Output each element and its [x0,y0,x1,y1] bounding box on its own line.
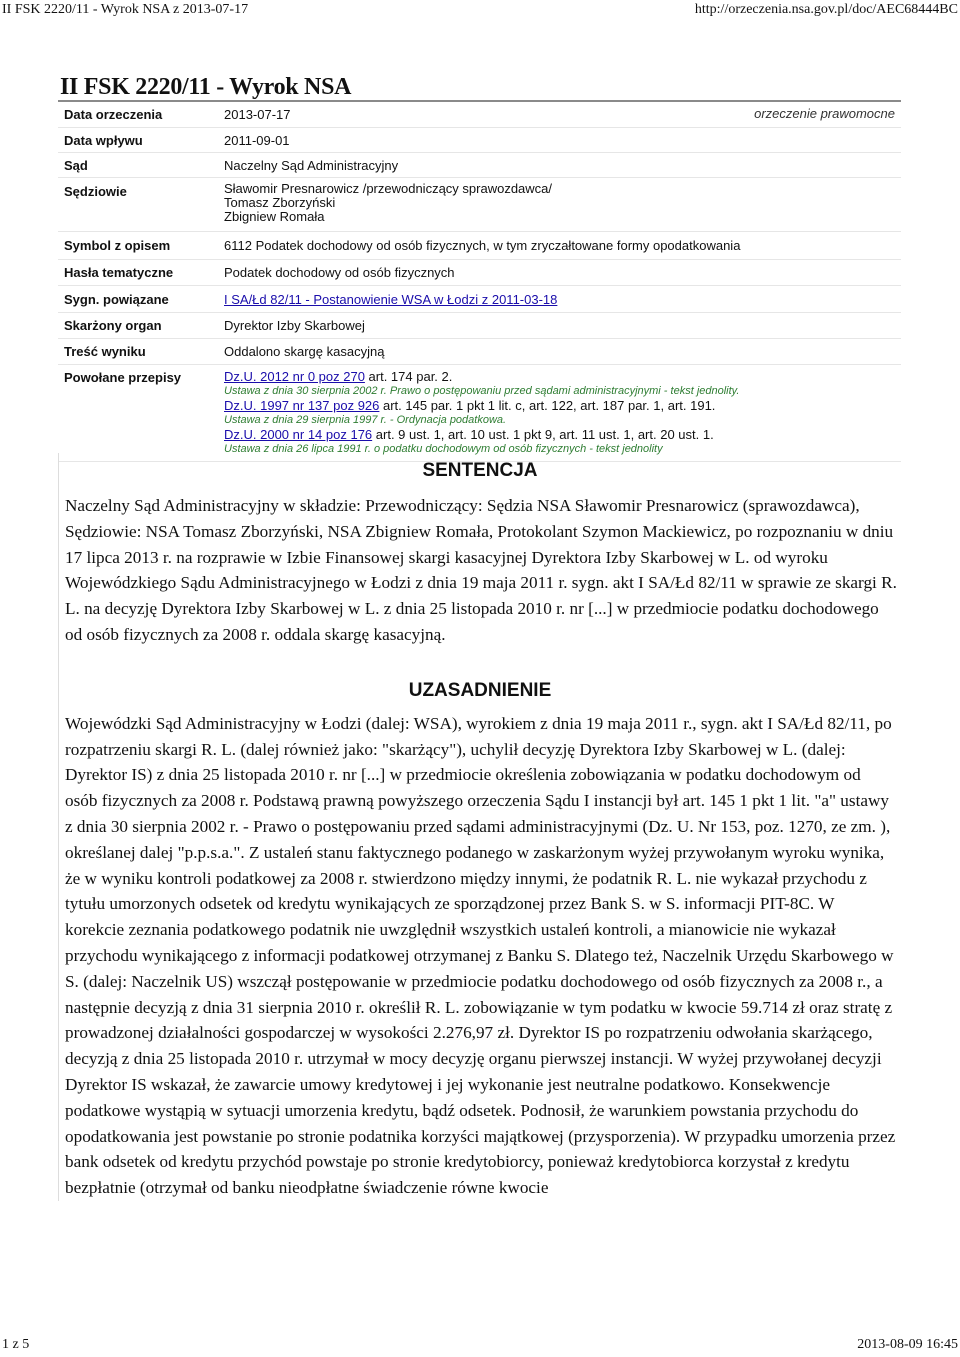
meta-label: Treść wyniku [64,344,146,359]
regulation-article: art. 174 par. 2. [364,369,453,384]
regulation-link[interactable]: Dz.U. 2012 nr 0 poz 270 [224,369,365,384]
regulation-article: art. 9 ust. 1, art. 10 ust. 1 pkt 9, art. 11 ust. 1, art. 20 ust. 1. [372,427,714,442]
meta-label: Symbol z opisem [64,238,171,253]
meta-row-data-orzeczenia [58,102,901,128]
judgment-body [58,453,901,1201]
meta-value-sedziowie [224,182,901,231]
section-spacer [58,648,901,673]
uzasadnienie-section [58,673,901,1201]
meta-label: Powołane przepisy [64,370,182,385]
judge-name: Sławomir Presnarowicz /przewodniczący sprawozdawca/ [224,181,553,196]
related-case-link[interactable]: I SA/Łd 82/11 - Postanowienie WSA w Łodzi z 2011-03-18 [224,291,558,307]
judge-name: Zbigniew Romała [224,209,325,224]
meta-row-sygn-powiazane [58,286,901,313]
sentencja-text: Naczelny Sąd Administracyjny w składzie: Przewodniczący: Sędzia NSA Sławomir Presnarowicz (sprawozdawca), Sędziowie: NSA Tomasz Zborzyński, NSA Zbigniew Romała, Protokolant Szymon Mackiewicz, po rozpoznaniu w dniu 17 lipca 2013 r. na rozprawie w Izbie Finansowej skargi kasacyjnej Dyrektora Izby Skarbowej w L. od wyroku Wojewódzkiego Sądu Administracyjnego w Łodzi z dnia 19 maja 2011 r. sygn. akt I SA/Łd 82/11 w sprawie ze skargi R. L. na decyzję Dyrektora Izby Skarbowej w L. z dnia 25 listopada 2010 r. nr [...] w przedmiocie podatku dochodowego od osób fizycznych za 2008 r. oddala skargę kasacyjną. [65,496,897,644]
meta-row-przepisy [58,365,901,462]
meta-row-data-wplywu [58,128,901,153]
meta-label: Sędziowie [64,184,127,199]
meta-value-cell [224,107,901,122]
metadata-table [58,102,901,462]
meta-row-tresc-wyniku [58,339,901,365]
regulation-line [224,427,901,442]
regulation-link[interactable]: Dz.U. 2000 nr 14 poz 176 [224,427,373,442]
meta-value-cell [224,292,901,307]
regulation-act-title: Ustawa z dnia 30 sierpnia 2002 r. Prawo o postępowaniu przed sądami administracyjnymi - tekst jednolity. [224,385,740,397]
meta-value-data-wplywu: 2011-09-01 [224,132,290,148]
sentencja-heading: SENTENCJA [422,460,538,481]
meta-label: Skarżony organ [64,318,162,333]
print-header [0,2,960,22]
regulation-act-title: Ustawa z dnia 26 lipca 1991 r. o podatku dochodowym od osób fizycznych - tekst jednolity [224,443,663,455]
judge-name: Tomasz Zborzyński [224,195,336,210]
regulation-line [224,369,901,384]
meta-label: Sąd [64,157,88,173]
meta-value-symbol: 6112 Podatek dochodowy od osób fizycznych, w tym zryczałtowane formy opodatkowania [224,238,741,253]
meta-value-sad: Naczelny Sąd Administracyjny [224,157,399,173]
print-datetime: 2013-08-09 16:45 [857,1337,958,1352]
uzasadnienie-heading: UZASADNIENIE [408,679,552,701]
meta-value-tresc-wyniku: Oddalono skargę kasacyjną [224,344,385,359]
meta-row-sad [58,153,901,178]
regulation-article: art. 145 par. 1 pkt 1 lit. c, art. 122, art. 187 par. 1, art. 191. [379,398,716,413]
print-header-url: http://orzeczenia.nsa.gov.pl/doc/AEC68444BC [694,2,958,17]
meta-row-sedziowie [58,178,901,232]
meta-label: Sygn. powiązane [64,291,169,307]
meta-row-skarzony-organ [58,313,901,339]
page-number: 1 z 5 [2,1337,30,1352]
regulation-act-title: Ustawa z dnia 29 sierpnia 1997 r. - Ordynacja podatkowa. [224,414,507,426]
meta-value-hasla: Podatek dochodowy od osób fizycznych [224,265,455,280]
meta-label: Data orzeczenia [64,107,163,122]
regulation-link[interactable]: Dz.U. 1997 nr 137 poz 926 [224,398,380,413]
sentencja-section [58,453,901,648]
meta-value-data-orzeczenia: 2013-07-17 [224,107,291,122]
meta-value-skarzony-organ: Dyrektor Izby Skarbowej [224,318,365,333]
meta-row-symbol [58,232,901,260]
meta-label: Data wpływu [64,132,143,148]
print-footer [0,1337,960,1357]
finality-status: orzeczenie prawomocne [754,106,895,121]
document-title: II FSK 2220/11 - Wyrok NSA [60,74,352,100]
print-header-title: II FSK 2220/11 - Wyrok NSA z 2013-07-17 [2,2,249,17]
meta-row-hasla [58,260,901,286]
meta-value-przepisy [224,369,901,461]
regulation-line [224,398,901,413]
meta-label: Hasła tematyczne [64,265,174,280]
uzasadnienie-text: Wojewódzki Sąd Administracyjny w Łodzi (dalej: WSA), wyrokiem z dnia 19 maja 2011 r., sygn. akt I SA/Łd 82/11, po rozpatrzeniu skargi R. L. (dalej również jako: "skarżący"), uchylił decyzję Dyrektora Izby Skarbowej w L. (dalej: Dyrektor IS) z dnia 25 listopada 2010 r. nr [...] w przedmiocie określenia zobowiązania w podatku dochodowym od osób fizycznych za 2008 r. Podstawą prawną powyższego orzeczenia Sądu I instancji był art. 145 1 pkt 1 lit. "a" ustawy z dnia 30 sierpnia 2002 r. - Prawo o postępowaniu przed sądami administracyjnymi (Dz. U. Nr 153, poz. 1270, ze zm. ), określanej dalej "p.p.s.a.". Z ustaleń stanu faktycznego podanego w zaskarżonym wyżej przywołanym wyroku wynika, że w wyniku kontroli podatkowej za 2008 r. stwierdzono między innymi, że podatnik R. L. nie wykazał przychodu z tytułu umorzonych odsetek od kredytu wynikających ze sporządzonej przez Bank S. w S. informacji PIT-8C. W korekcie zeznania podatkowego podatnik nie uwzględnił wszystkich ustaleń kontroli, a mianowicie nie wykazał przychodu wynikającego z informacji podatkowej otrzymanej z Banku S. Dlatego też, Naczelnik Urzędu Skarbowego w S. (dalej: Naczelnik US) wszczął postępowanie w przedmiocie podatku dochodowego od osób fizycznych za 2008 r., a następnie decyzją z dnia 31 sierpnia 2010 r. określił R. L. zobowiązanie w tym podatku w kwocie 59.714 zł oraz stratę z prowadzonej działalności gospodarczej w wysokości 2.276,97 zł. Dyrektor IS po rozpatrzeniu odwołania skarżącego, decyzją z dnia 25 listopada 2010 r. utrzymał w mocy decyzję organu pierwszej instancji. W wyżej przywołanej decyzji Dyrektor IS wskazał, że zawarcie umowy kredytowej i jej wykonanie jest neutralne podatkowo. Konsekwencje podatkowe wystąpią w sytuacji umorzenia kredytu, bądź odsetek. Podnosił, że warunkiem powstania przychodu do opodatkowania jest powstanie po stronie podatnika korzyści majątkowej (przysporzenia). W przypadku umorzenia przez bank odsetek od kredytu przychód powstaje po stronie kredytobiorcy, ponieważ kredytobiorca korzystał z kredytu bezpłatnie (otrzymał od banku nieodpłatne świadczenie równe kwocie [65,713,896,1198]
